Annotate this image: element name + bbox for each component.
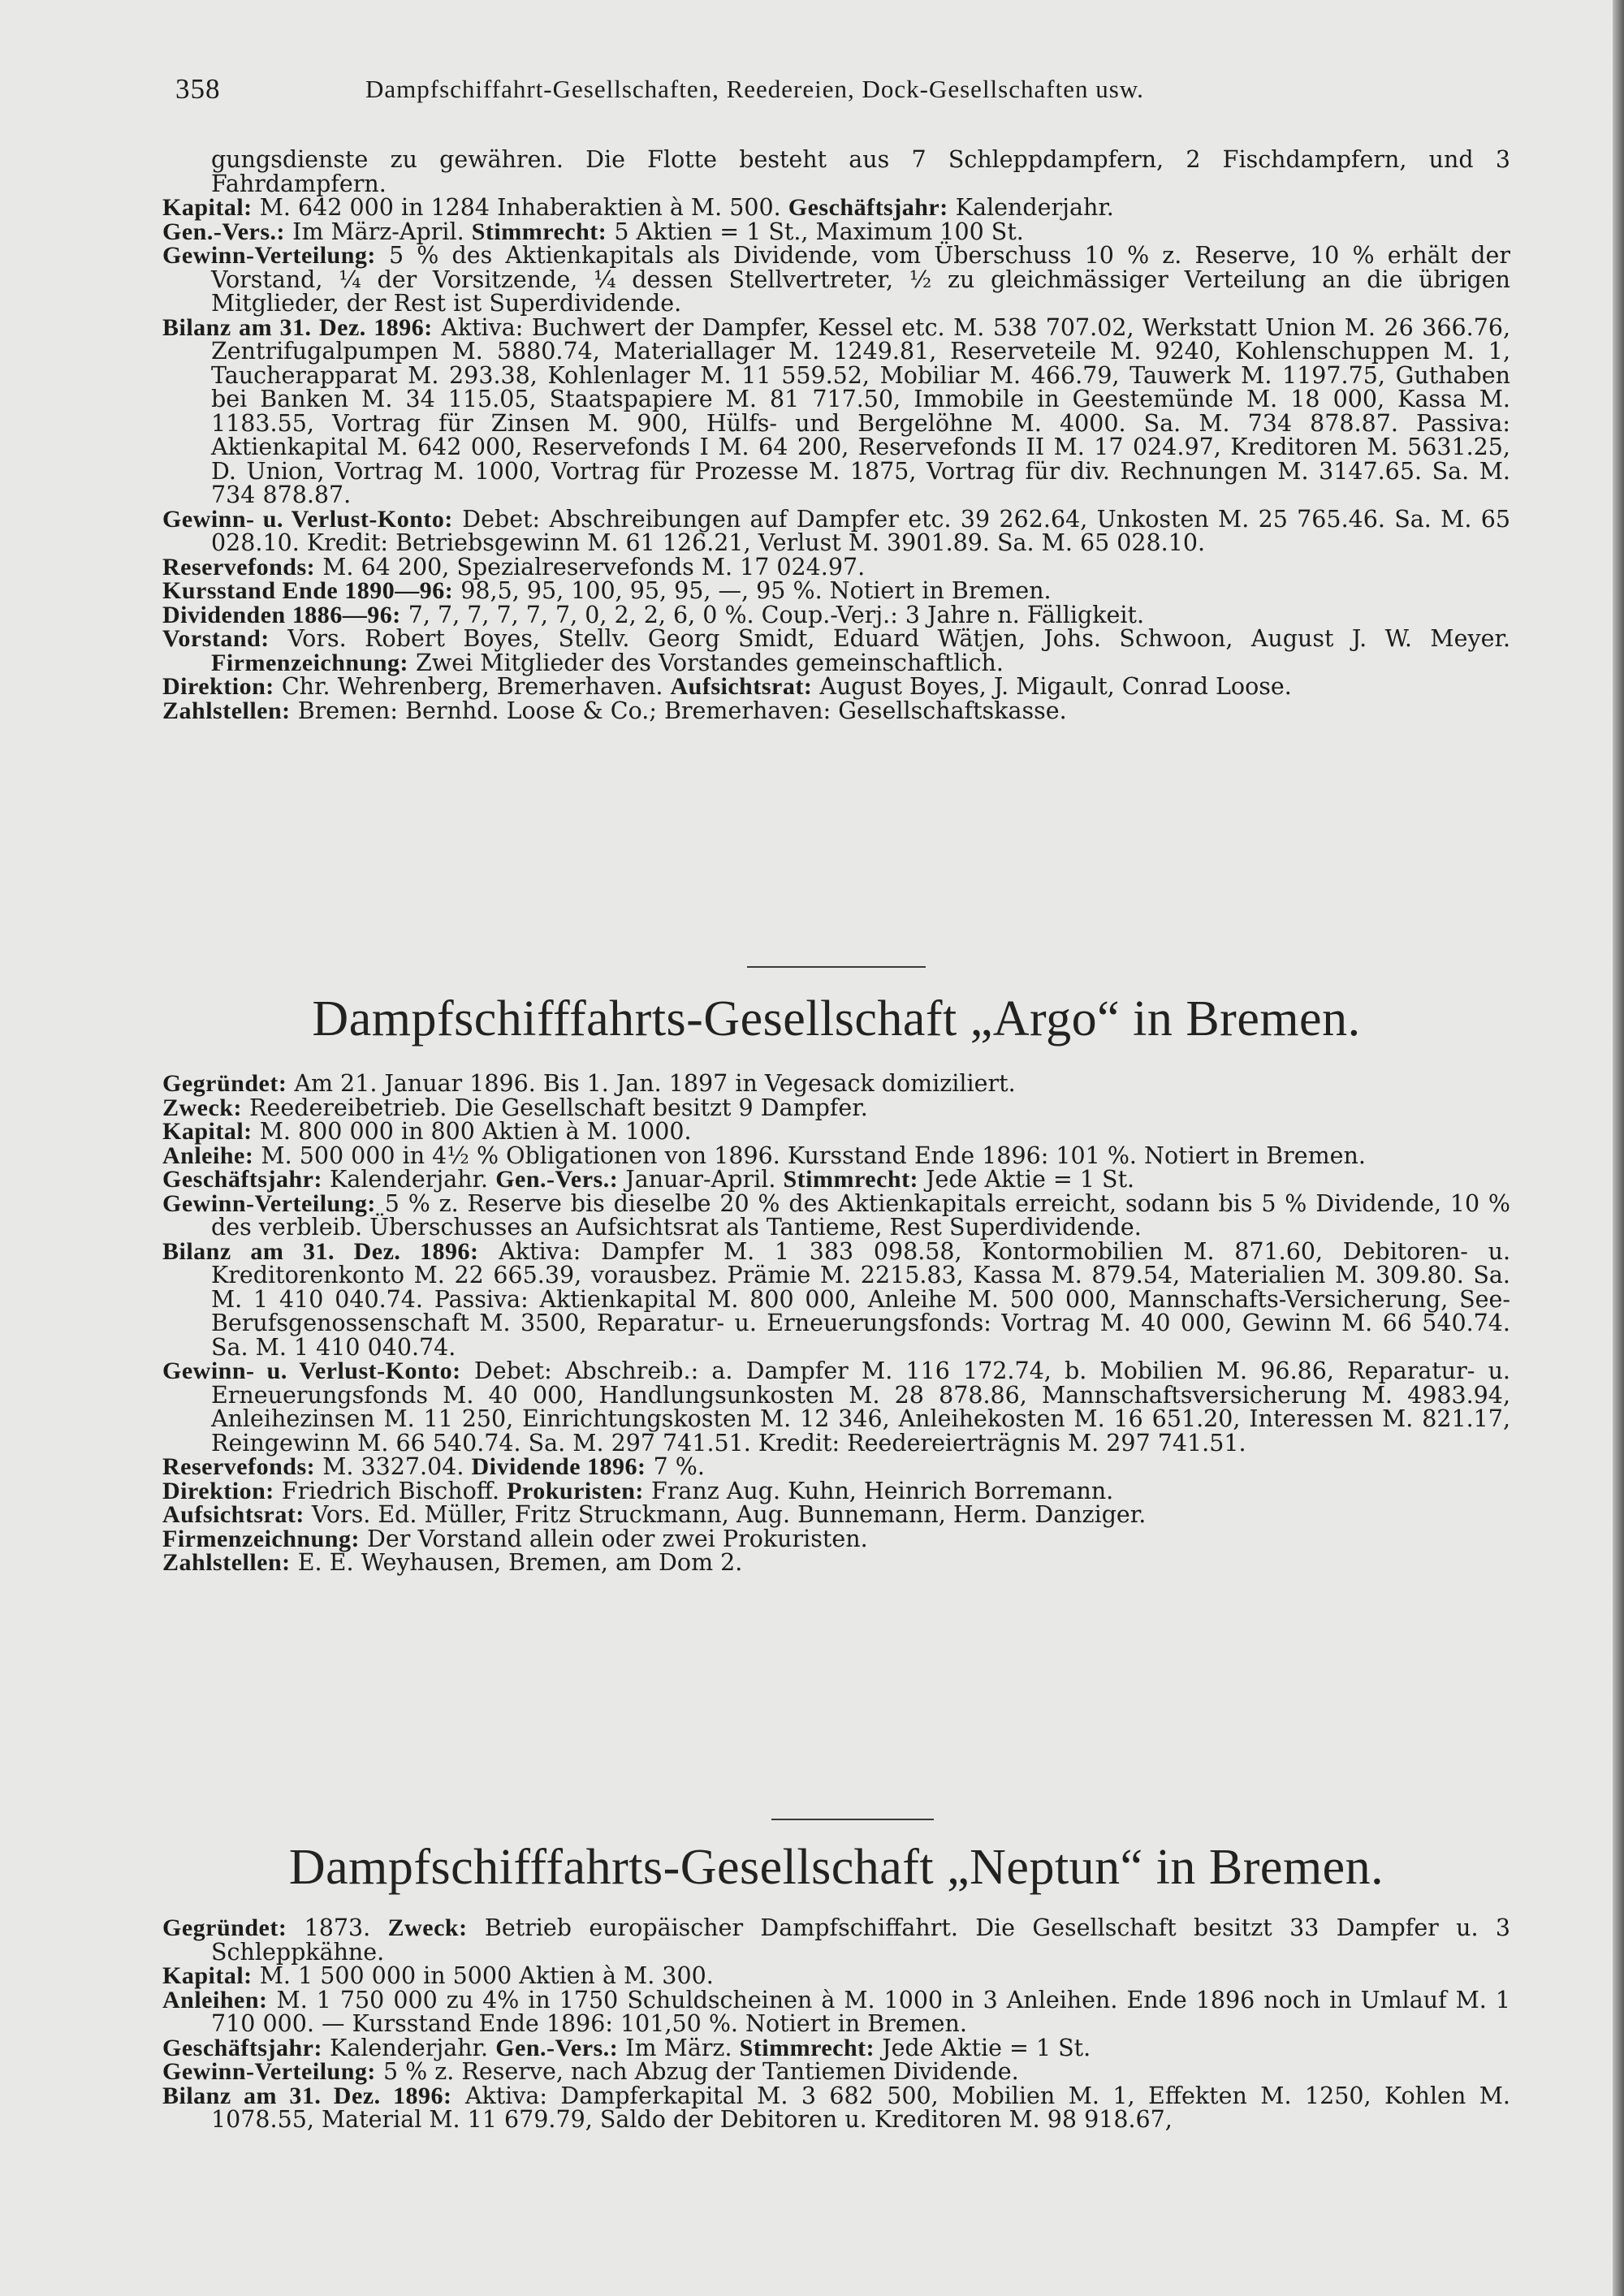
entry-kursstand: Kursstand Ende 1890—96: 98,5, 95, 100, 95, 95, —, 95 %. Notiert in Bremen.: [162, 577, 1052, 604]
entry-kapital: Kapital: M. 1 500 000 in 5000 Aktien à M. 300.: [162, 1962, 714, 1989]
entry-zweck: Zweck: Reedereibetrieb. Die Gesellschaft besitzt 9 Dampfer.: [162, 1094, 868, 1121]
entry-gewinn-verlust: Gewinn- u. Verlust-Konto: Debet: Abschreibungen auf Dampfer etc. 39 262.64, Unkosten M. 25 765.46. Sa. M. 65 028.10. Kredit: Betriebsgewinn M. 61 126.21, Verlust M. 3901.89. Sa. M. 65 028.10.: [162, 505, 1510, 556]
entry-anleihen: Anleihen: M. 1 750 000 zu 4% in 1750 Schuldscheinen à M. 1000 in 3 Anleihen. Ende 1896 noch in Umlauf M. 1 710 000. — Kursstand Ende 1896: 101,50 %. Notiert in Bremen.: [162, 1986, 1511, 2037]
entry-geschaeftsjahr: Geschäftsjahr: Kalenderjahr. Gen.-Vers.: Im März. Stimmrecht: Jede Aktie = 1 St.: [162, 2034, 1091, 2061]
separator-rule: [771, 1819, 934, 1820]
entry-gewinn-verteilung: Gewinn-Verteilung: 5 % z. Reserve bis dieselbe 20 % des Aktienkapitals erreicht, sodann bis 5 % Dividende, 10 % des verbleib. Überschusses an Aufsichtsrat als Tantieme, Rest Superdividende.: [162, 1189, 1511, 1241]
entry-gegruendet: Gegründet: Am 21. Januar 1896. Bis 1. Jan. 1897 in Vegesack domiziliert.: [162, 1070, 1016, 1097]
entry-aufsichtsrat: Aufsichtsrat: Vors. Ed. Müller, Fritz Struckmann, Aug. Bunnemann, Herm. Danziger.: [162, 1501, 1147, 1528]
entry-geschaeftsjahr: Geschäftsjahr: Kalenderjahr. Gen.-Vers.: Januar-April. Stimmrecht: Jede Aktie = 1 St.: [162, 1166, 1135, 1193]
entry-reservefonds: Reservefonds: M. 3327.04. Dividende 1896: 7 %.: [162, 1453, 705, 1480]
section-continuation: [162, 148, 1510, 723]
entry-bilanz: Bilanz am 31. Dez. 1896: Aktiva: Dampfer M. 1 383 098.58, Kontormobilien M. 871.60, Debitoren- u. Kreditorenkonto M. 22 665.39, vorausbez. Prämie M. 2215.83, Kassa M. 879.54, Materialien M. 309.80. Sa. M. 1 410 040.74. Passiva: Aktienkapital M. 800 000, Anleihe M. 500 000, Mannschafts-Versicherung, See-Berufsgenossenschaft M. 3500, Reparatur- u. Erneuerungsfonds: Vortrag M. 40 000, Gewinn M. 66 540.74. Sa. M. 1 410 040.74.: [162, 1237, 1511, 1361]
entry-flotte: gungsdienste zu gewähren. Die Flotte besteht aus 7 Schleppdampfern, 2 Fischdampfern, und 3 Fahrdampfern.: [211, 146, 1510, 197]
entry-gegruendet: Gegründet: 1873. Zweck: Betrieb europäischer Dampfschiffahrt. Die Gesellschaft besitzt 33 Dampfer u. 3 Schleppkähne.: [162, 1914, 1511, 1966]
entry-kapital: Kapital: M. 800 000 in 800 Aktien à M. 1000.: [162, 1118, 692, 1145]
entry-kapital: Kapital: M. 642 000 in 1284 Inhaberaktien à M. 500. Geschäftsjahr: Kalenderjahr.: [162, 194, 1114, 221]
entry-gewinn-verlust: Gewinn- u. Verlust-Konto: Debet: Abschreib.: a. Dampfer M. 116 172.74, b. Mobilien M. 96.86, Reparatur- u. Erneuerungsfonds M. 40 000, Handlungsunkosten M. 28 878.86, Mannschaftsversicherung M. 4983.94, Anleihezinsen M. 11 250, Einrichtungskosten M. 12 346, Anleihekosten M. 16 651.20, Interessen M. 821.17, Reingewinn M. 66 540.74. Sa. M. 297 741.51. Kredit: Reedereierträgnis M. 297 741.51.: [162, 1357, 1510, 1457]
company-title-neptun: Dampfschifffahrts-Gesellschaft „Neptun“ in Bremen.: [288, 1840, 1384, 1895]
section-argo: [162, 1072, 1510, 1575]
entry-firmenzeichnung: Firmenzeichnung: Der Vorstand allein oder zwei Prokuristen.: [162, 1525, 868, 1552]
scan-edge: [1613, 0, 1624, 2296]
running-title: Dampfschiffahrt-Gesellschaften, Reedereien, Dock-Gesellschaften usw.: [365, 75, 1144, 103]
page: [162, 65, 1511, 2133]
entry-reservefonds: Reservefonds: M. 64 200, Spezialreservefonds M. 17 024.97.: [162, 553, 866, 580]
entry-dividenden: Dividenden 1886—96: 7, 7, 7, 7, 7, 7, 0, 2, 2, 6, 0 %. Coup.-Verj.: 3 Jahre n. Fälligkeit.: [162, 601, 1145, 628]
entry-anleihe: Anleihe: M. 500 000 in 4½ % Obligationen von 1896. Kursstand Ende 1896: 101 %. Notiert in Bremen.: [162, 1142, 1366, 1169]
entry-zahlstellen: Zahlstellen: Bremen: Bernhd. Loose & Co.; Bremerhaven: Gesellschaftskasse.: [162, 697, 1067, 724]
section-neptun: [162, 1916, 1510, 2132]
entry-direktion: Direktion: Chr. Wehrenberg, Bremerhaven. Aufsichtsrat: August Boyes, J. Migault, Conrad Loose.: [162, 673, 1292, 700]
running-head: [162, 65, 1510, 114]
entry-zahlstellen: Zahlstellen: E. E. Weyhausen, Bremen, am Dom 2.: [162, 1549, 743, 1576]
entry-gewinn-verteilung: Gewinn-Verteilung: 5 % des Aktienkapitals als Dividende, vom Überschuss 10 % z. Reserve, 10 % erhält der Vorstand, ¼ der Vorsitzende, ¼ dessen Stellvertreter, ½ zu gleichmässiger Verteilung an die übrigen Mitglieder, der Rest ist Superdividende.: [162, 242, 1510, 317]
page-number: 358: [175, 73, 221, 105]
entry-gen-vers: Gen.-Vers.: Im März-April. Stimmrecht: 5 Aktien = 1 St., Maximum 100 St.: [162, 218, 1024, 245]
entry-vorstand: Vorstand: Vors. Robert Boyes, Stellv. Georg Smidt, Eduard Wätjen, Johs. Schwoon, August J. W. Meyer. Firmenzeichnung: Zwei Mitglieder des Vorstandes gemeinschaftlich.: [162, 625, 1511, 676]
entry-bilanz: Bilanz am 31. Dez. 1896: Aktiva: Dampferkapital M. 3 682 500, Mobilien M. 1, Effekten M. 1250, Kohlen M. 1078.55, Material M. 11 679.79, Saldo der Debitoren u. Kreditoren M. 98 918.67,: [162, 2082, 1510, 2133]
entry-direktion: Direktion: Friedrich Bischoff. Prokuristen: Franz Aug. Kuhn, Heinrich Borremann.: [162, 1477, 1114, 1504]
entry-gewinn-verteilung: Gewinn-Verteilung: 5 % z. Reserve, nach Abzug der Tantiemen Dividende.: [162, 2058, 1019, 2085]
entry-bilanz: Bilanz am 31. Dez. 1896: Aktiva: Buchwert der Dampfer, Kessel etc. M. 538 707.02, Werkstatt Union M. 26 366.76, Zentrifugalpumpen M. 5880.74, Materiallager M. 1249.81, Reserveteile M. 9240, Kohlenschuppen M. 1, Taucherapparat M. 293.38, Kohlenlager M. 11 559.52, Mobiliar M. 466.79, Tauwerk M. 1197.75, Guthaben bei Banken M. 34 115.05, Staatspapiere M. 81 717.50, Immobile in Geestemünde M. 18 000, Kassa M. 1183.55, Vortrag für Zinsen M. 900, Hülfs- und Bergelöhne M. 4000. Sa. M. 734 878.87. Passiva: Aktienkapital M. 642 000, Reservefonds I M. 64 200, Reservefonds II M. 17 024.97, Kreditoren M. 5631.25, D. Union, Vortrag M. 1000, Vortrag für Prozesse M. 1875, Vortrag für div. Rechnungen M. 3147.65. Sa. M. 734 878.87.: [162, 313, 1511, 508]
company-title-argo: Dampfschifffahrts-Gesellschaft „Argo“ in Bremen.: [312, 991, 1361, 1047]
separator-rule: [747, 966, 926, 968]
